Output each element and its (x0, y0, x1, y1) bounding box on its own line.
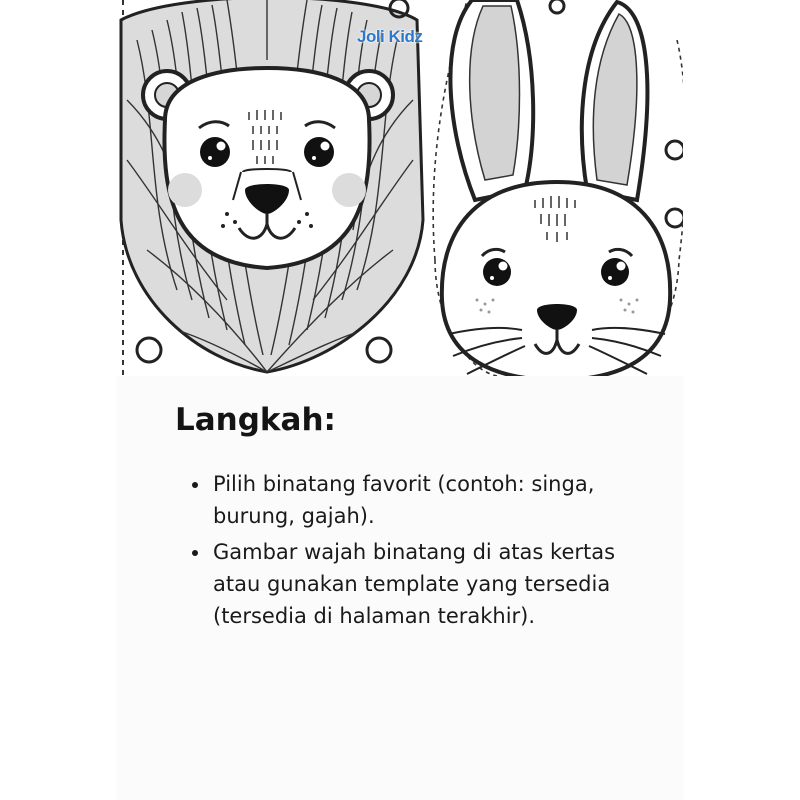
rabbit-face-drawing (433, 0, 683, 376)
brand-logo: Joli Kidz (357, 27, 423, 46)
list-item: Pilih binatang favorit (contoh: singa, burung, gajah). (175, 468, 645, 532)
worksheet-page (117, 0, 683, 800)
steps-list (175, 468, 645, 636)
list-item: Gambar wajah binatang di atas kertas atau gunakan template yang tersedia (tersedia di halaman terakhir). (175, 536, 645, 632)
coloring-template-illustration (117, 0, 683, 376)
lion-face-drawing (121, 0, 423, 372)
steps-section (117, 376, 683, 800)
steps-heading: Langkah: (175, 402, 336, 438)
